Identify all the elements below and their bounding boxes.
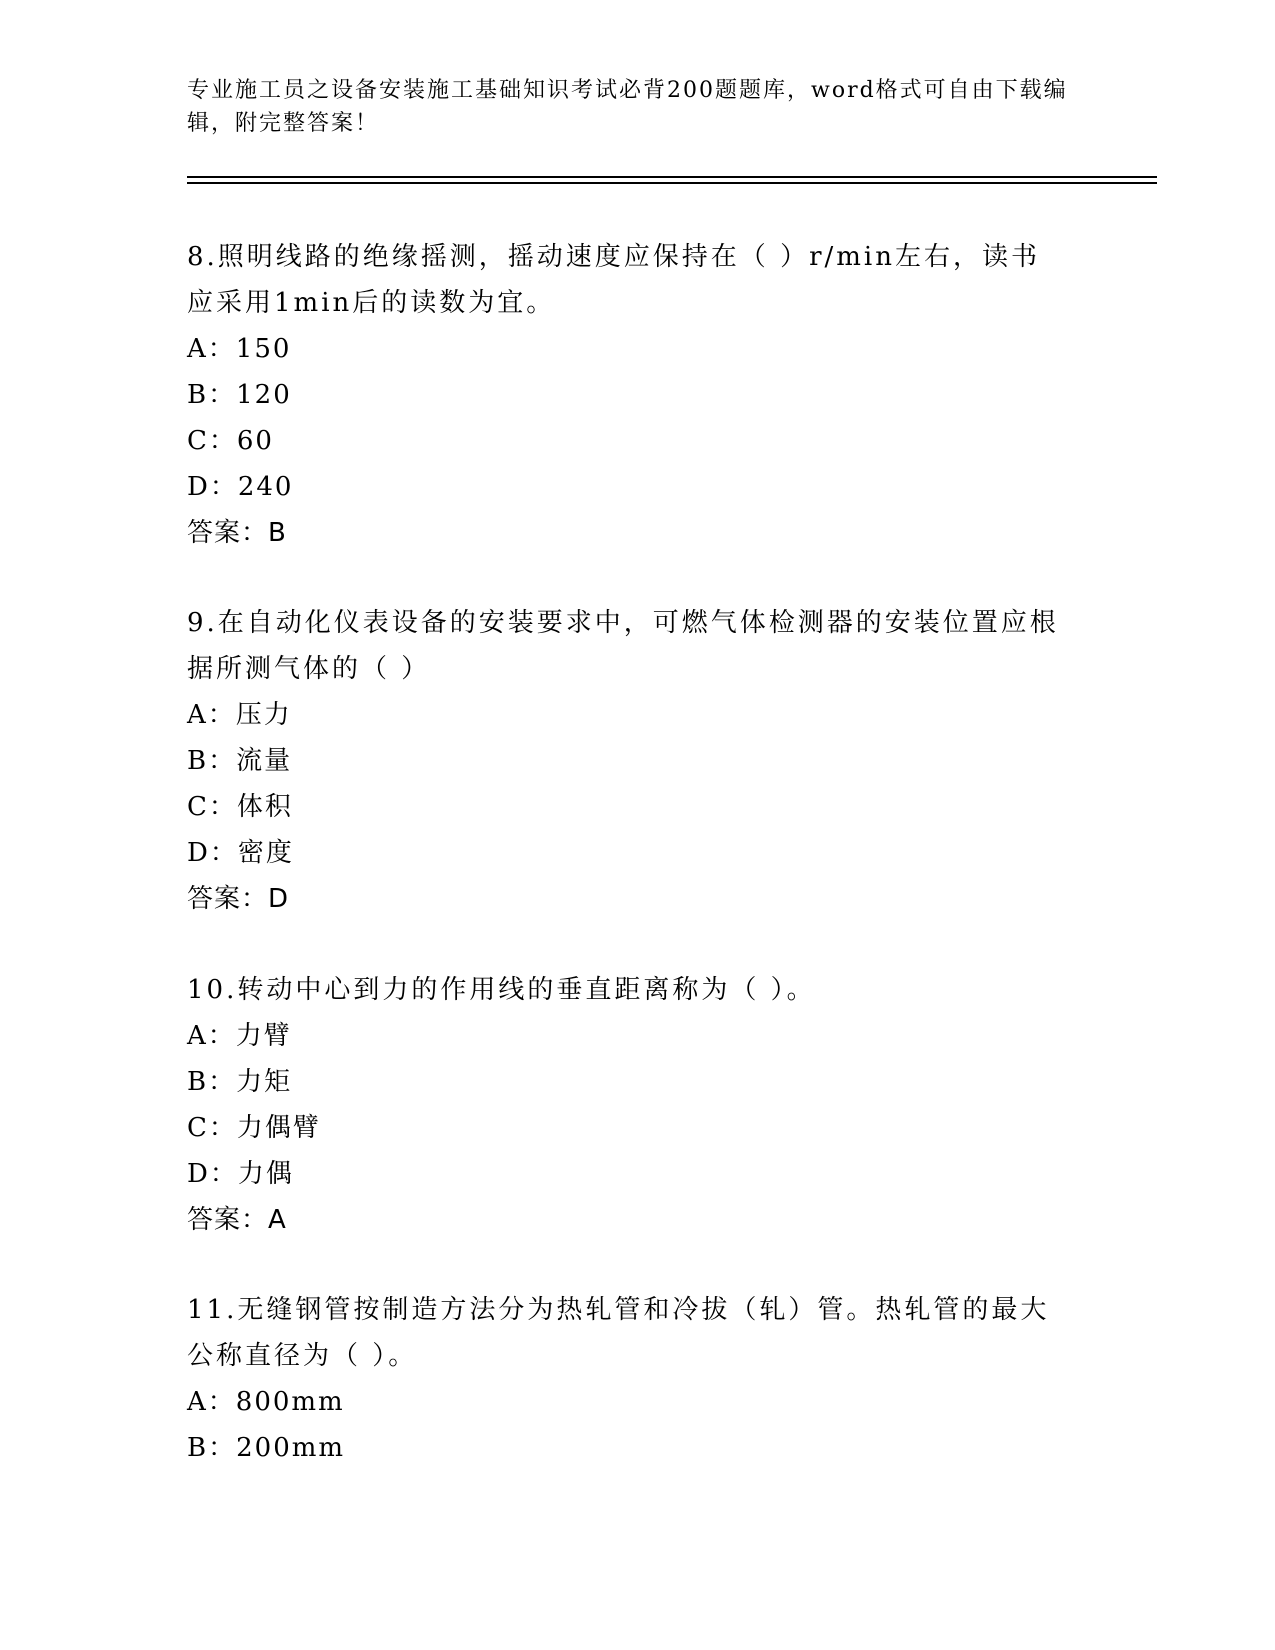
answer-line: 答案：B xyxy=(187,518,287,548)
answer-line: 答案：D xyxy=(187,884,290,914)
question-11 xyxy=(187,1287,1067,1471)
document-header: 专业施工员之设备安装施工基础知识考试必背200题题库，word格式可自由下载编辑，附完整答案！ xyxy=(187,78,1068,136)
question-stem: 10.转动中心到力的作用线的垂直距离称为（ ）。 xyxy=(187,975,816,1005)
header-rule-top xyxy=(187,176,1157,178)
option-b: B：流量 xyxy=(187,746,293,776)
question-9 xyxy=(187,600,1067,922)
option-c: C：体积 xyxy=(187,792,293,822)
question-8 xyxy=(187,234,1067,556)
option-b: B：力矩 xyxy=(187,1067,293,1097)
option-a: A：力臂 xyxy=(187,1021,292,1051)
answer-line: 答案：A xyxy=(187,1205,287,1235)
header-rule-bottom xyxy=(187,182,1157,184)
option-b: B：120 xyxy=(187,380,292,410)
option-a: A：800mm xyxy=(187,1387,345,1417)
option-b: B：200mm xyxy=(187,1433,346,1463)
option-d: D：240 xyxy=(187,472,294,502)
option-c: C：力偶臂 xyxy=(187,1113,321,1143)
option-d: D：力偶 xyxy=(187,1159,294,1189)
option-a: A：150 xyxy=(187,334,292,364)
option-a: A：压力 xyxy=(187,700,292,730)
option-c: C：60 xyxy=(187,426,274,456)
question-stem: 8.照明线路的绝缘摇测，摇动速度应保持在（ ）r/min左右，读书应采用1min后的读数为宜。 xyxy=(187,242,1040,318)
question-stem: 11.无缝钢管按制造方法分为热轧管和冷拔（轧）管。热轧管的最大公称直径为（ ）。 xyxy=(187,1295,1050,1371)
option-d: D：密度 xyxy=(187,838,294,868)
question-10 xyxy=(187,967,1067,1243)
question-stem: 9.在自动化仪表设备的安装要求中，可燃气体检测器的安装位置应根据所测气体的（ ） xyxy=(187,608,1059,684)
